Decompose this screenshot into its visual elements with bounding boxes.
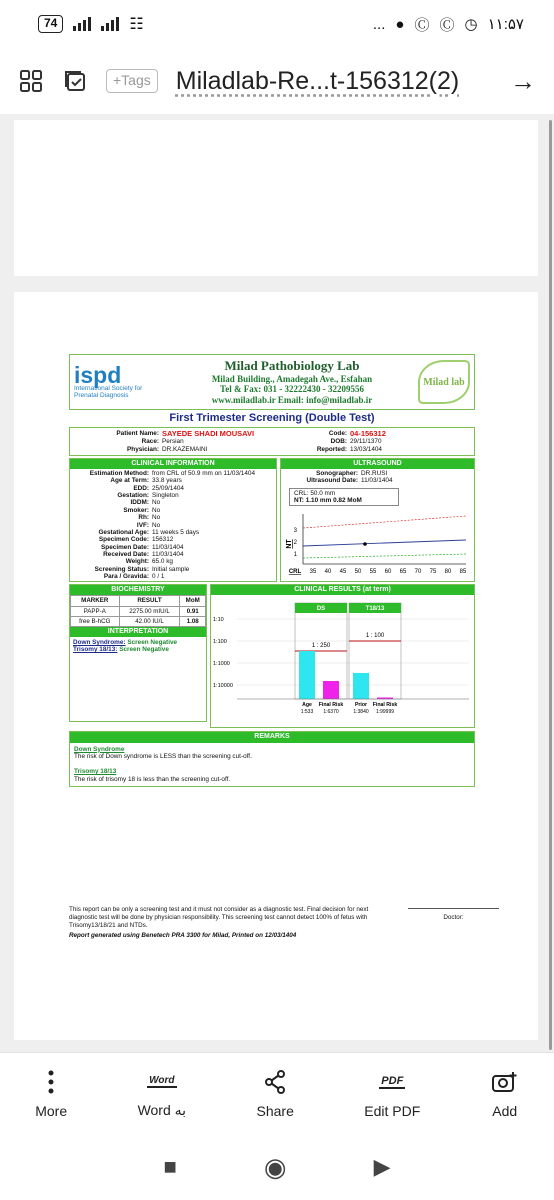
risk-bar-label: Final Risk [372, 702, 398, 709]
doctor-label: Doctor: [443, 914, 464, 921]
ultrasound-info [281, 469, 474, 486]
interp-value: Screen Negative [119, 646, 169, 654]
info-row [72, 470, 274, 477]
info-value: No [152, 514, 161, 522]
info-value: 156312 [152, 536, 174, 544]
biochem-header: BIOCHEMISTRY [70, 585, 206, 595]
tags-button[interactable]: +Tags [106, 69, 158, 93]
risk-panel-label: T18/13 [365, 606, 385, 613]
info-value: No [152, 521, 161, 529]
info-value: 11/03/1404 [152, 550, 184, 558]
clinical-info-section [69, 458, 277, 582]
share-icon [264, 1069, 286, 1095]
risk-bar [353, 673, 369, 699]
risk-bar [299, 651, 315, 699]
ultrasound-header: ULTRASOUND [281, 459, 474, 469]
word-icon: Word [149, 1074, 175, 1086]
info-row [72, 477, 274, 484]
nt-x-tick: 45 [339, 569, 347, 576]
info-row [74, 446, 272, 453]
lab-name: Milad Pathobiology Lab [224, 358, 360, 374]
chat-notification-icon: ● [395, 15, 405, 33]
nt-x-tick: 80 [444, 569, 452, 576]
risk-bar-value: 1:6370 [323, 709, 339, 716]
nt-value: NT: 1.10 mm 0.82 MoM [294, 497, 362, 505]
risk-bar-label: Final Risk [318, 702, 344, 709]
nt-x-tick: 40 [324, 569, 332, 576]
biochem-col-header: MARKER [71, 596, 120, 606]
share-button[interactable]: Share [257, 1069, 294, 1119]
info-row [72, 514, 274, 521]
biochem-col-header: MoM [180, 596, 206, 606]
risk-bar-value: 1:3840 [353, 709, 369, 716]
document-toolbar [0, 48, 554, 114]
nt-y-tick: 2 [293, 540, 297, 547]
patient-nt-point [363, 543, 367, 547]
ultrasound-section [280, 458, 475, 582]
info-value: Persian [162, 438, 184, 446]
nt-x-tick: 50 [354, 569, 362, 576]
interp-key: Down Syndrome: [73, 638, 126, 646]
risk-bar-value: 1:533 [300, 709, 314, 716]
more-notifications: ... [372, 15, 386, 33]
lab-phone: Tel & Fax: 031 - 32222430 - 32209556 [220, 384, 364, 395]
lab-web: www.miladlab.ir Email: info@miladlab.ir [211, 394, 373, 405]
info-row [72, 507, 274, 514]
recents-icon[interactable]: ■ [163, 1154, 177, 1179]
info-value: 13/03/1404 [350, 445, 382, 453]
table-row [71, 606, 206, 616]
info-row [72, 566, 274, 573]
table-cell: 0.91 [180, 606, 206, 616]
table-row [71, 616, 206, 626]
info-row [283, 470, 472, 477]
remark-text: The risk of trisomy 18 is less than the screening cut-off. [74, 775, 231, 783]
signal-icon [73, 17, 91, 31]
nt-crl-chart [281, 508, 471, 580]
info-key: Physician: [127, 445, 159, 453]
risk-panel-label: DS [316, 606, 326, 613]
crl-value: CRL: 50.0 mm [294, 489, 336, 497]
lab-address: Milad Building., Amadegah Ave., Esfahan [211, 373, 373, 384]
nt-x-tick: 75 [429, 569, 437, 576]
info-key: IDDM: [130, 499, 149, 507]
pdf-icon: PDF [381, 1074, 404, 1087]
info-value: DR.RUSI [361, 470, 388, 478]
interpretation-header: INTERPRETATION [70, 627, 206, 637]
interpretation-list [70, 637, 206, 721]
info-row [72, 544, 274, 551]
patient-right [272, 430, 470, 453]
biochemistry-section [69, 584, 207, 721]
info-value: from CRL of 50.9 mm on 11/03/1404 [152, 470, 256, 478]
info-key: Gestation: [117, 492, 149, 500]
alarm-icon: ◷ [464, 16, 478, 33]
home-icon[interactable]: ◉ [263, 1151, 287, 1182]
info-key: Received Date: [103, 550, 149, 558]
info-row [72, 529, 274, 536]
risk-y-tick: 1:10 [213, 617, 224, 624]
to-word-button[interactable]: Word Word به [138, 1068, 187, 1119]
results-header: CLINICAL RESULTS (at term) [211, 585, 474, 595]
report-title: First Trimester Screening (Double Test) [169, 412, 375, 424]
nt-x-tick: 35 [309, 569, 317, 576]
info-key: Specimen Date: [101, 543, 149, 551]
clinical-info-list [70, 469, 276, 581]
info-value: 11 weeks 5 days [152, 528, 200, 536]
ispd-logo: ispd International Society for Prenatal Diagnosis [74, 362, 143, 399]
pdf-page-2 [14, 292, 538, 1040]
info-value: 11/03/1404 [361, 477, 393, 485]
info-key: Sonographer: [316, 470, 358, 478]
info-value: No [152, 506, 161, 514]
lab-info [166, 359, 418, 405]
interpretation-row [73, 646, 203, 653]
table-cell: 1.08 [180, 616, 206, 626]
info-value: Singleton [152, 492, 179, 500]
patient-info [69, 427, 475, 456]
system-nav-bar [0, 1134, 554, 1200]
remarks-header: REMARKS [70, 732, 474, 742]
risk-bar-value: 1:99999 [375, 709, 395, 716]
risk-bar-label: Prior [354, 702, 368, 709]
info-key: Rh: [138, 514, 149, 522]
interpretation-row [73, 639, 203, 646]
info-key: Gestational Age: [98, 528, 149, 536]
nt-x-tick: 85 [459, 569, 467, 576]
back-icon[interactable]: ▶ [373, 1154, 391, 1179]
info-key: EDD: [133, 484, 149, 492]
pdf-page-1 [14, 120, 538, 276]
milad-lab-logo: Milad lab [418, 360, 470, 404]
nt-x-label: CRL [288, 569, 302, 576]
info-key: Patient Name: [116, 429, 159, 437]
battery-indicator: 74 [38, 15, 63, 33]
add-button[interactable]: Add [491, 1069, 519, 1119]
info-value: 25/09/1404 [152, 484, 184, 492]
info-key: Estimation Method: [89, 470, 149, 478]
clock-time: ۱۱:۵۷ [487, 16, 524, 33]
info-row [72, 536, 274, 543]
info-row [72, 492, 274, 499]
add-photo-icon [491, 1069, 519, 1095]
remark-title: Trisomy 18/13 [74, 768, 117, 776]
info-value: 29/11/1370 [350, 438, 382, 446]
more-vertical-icon [48, 1069, 54, 1095]
info-key: Ultrasound Date: [306, 477, 358, 485]
app-notification-icon: Ⓒ [414, 16, 430, 34]
info-key: Code: [328, 429, 347, 437]
info-key: Reported: [316, 445, 347, 453]
upper-percentile-line [303, 516, 466, 528]
nt-y-tick: 1 [293, 552, 297, 559]
table-cell: free B-hCG [71, 616, 120, 626]
wifi-icon: ☷ [129, 16, 144, 33]
nt-x-tick: 70 [414, 569, 422, 576]
nt-x-tick: 60 [384, 569, 392, 576]
biochem-col-header: RESULT [119, 596, 180, 606]
scrollbar[interactable] [549, 120, 552, 1050]
info-key: Specimen Code: [98, 536, 149, 544]
info-value: DR.KAZEMAINI [162, 445, 208, 453]
info-row [74, 430, 272, 439]
info-value: 0 / 1 [152, 573, 165, 581]
info-row [283, 477, 472, 484]
interp-key: Trisomy 18/13: [73, 646, 118, 654]
info-row [72, 522, 274, 529]
clinical-header: CLINICAL INFORMATION [70, 459, 276, 469]
info-row [72, 558, 274, 565]
report-footer [69, 906, 499, 939]
info-value: 65.0 kg [152, 558, 173, 566]
info-row [72, 551, 274, 558]
risk-y-tick: 1:10000 [213, 683, 233, 690]
info-row [272, 446, 470, 453]
info-row [272, 438, 470, 445]
more-button[interactable]: More [35, 1069, 67, 1119]
select-checkbox-icon[interactable] [62, 68, 88, 94]
document-title[interactable]: Miladlab-Re...t-156312(2) [175, 66, 460, 95]
info-key: IVF: [136, 521, 149, 529]
biochem-column [69, 584, 207, 728]
info-row [272, 430, 470, 439]
lab-report [69, 354, 475, 787]
info-row [74, 438, 272, 445]
arrow-right-icon[interactable]: → [510, 65, 536, 96]
lower-percentile-line [303, 554, 466, 558]
info-key: Weight: [125, 558, 149, 566]
info-value: SAYEDE SHADI MOUSAVI [162, 428, 255, 438]
info-row [72, 573, 274, 580]
info-key: DOB: [330, 438, 347, 446]
action-bar [0, 1052, 554, 1134]
risk-chart [211, 595, 474, 727]
nt-y-tick: 3 [293, 528, 297, 535]
table-cell: 42.00 IU/L [119, 616, 180, 626]
risk-bar [323, 681, 339, 699]
info-key: Smoker: [123, 506, 149, 514]
info-value: 11/03/1404 [152, 543, 184, 551]
nt-x-tick: 55 [369, 569, 377, 576]
status-bar [0, 0, 554, 48]
remarks-list [70, 743, 474, 786]
crl-nt-box [289, 488, 399, 507]
info-value: 33.8 years [152, 477, 182, 485]
nt-x-tick: 65 [399, 569, 407, 576]
clinical-results-section [210, 584, 475, 728]
generated-note: Report generated using Benetech PRA 3300 for Milad, Printed on 12/03/1404 [69, 931, 297, 939]
cutoff-label: 1 : 100 [365, 633, 385, 640]
nt-y-label: NT [286, 539, 293, 550]
remark-title: Down Syndrome [74, 745, 125, 753]
risk-y-tick: 1:100 [213, 639, 227, 646]
cutoff-label: 1 : 250 [311, 643, 331, 650]
app-notification-icon-2: Ⓒ [439, 16, 455, 34]
info-value: No [152, 499, 161, 507]
info-value: Initial sample [152, 565, 190, 573]
edit-pdf-button[interactable]: PDF Edit PDF [364, 1069, 420, 1119]
table-cell: PAPP-A [71, 606, 120, 616]
report-header [69, 354, 475, 410]
info-key: Race: [141, 438, 159, 446]
patient-left [74, 430, 272, 453]
remark-text: The risk of Down syndrome is LESS than the screening cut-off. [74, 752, 252, 760]
signal-icon-2 [101, 17, 119, 31]
median-line [303, 540, 466, 546]
info-value: 04-156312 [350, 428, 386, 438]
interp-value: Screen Negative [127, 638, 178, 646]
biochem-table [70, 595, 206, 626]
info-key: Para / Gravida: [103, 573, 149, 581]
risk-bar-label: Age [302, 702, 312, 709]
info-key: Age at Term: [110, 477, 149, 485]
info-row [72, 499, 274, 506]
info-row [72, 485, 274, 492]
disclaimer-text: This report can be only a screening test and it must not consider as a diagnostic test. Final decision for next diagnostic test will be done by physician responsibility. This screening test cannot detect 100% of fetus with Trisomy13/18/21 and NTDs. [69, 906, 369, 929]
remarks-section [69, 731, 475, 786]
grid-view-icon[interactable] [18, 68, 44, 94]
risk-y-tick: 1:1000 [213, 661, 230, 668]
info-key: Screening Status: [94, 565, 149, 573]
table-cell: 2275.00 mIU/L [119, 606, 180, 616]
